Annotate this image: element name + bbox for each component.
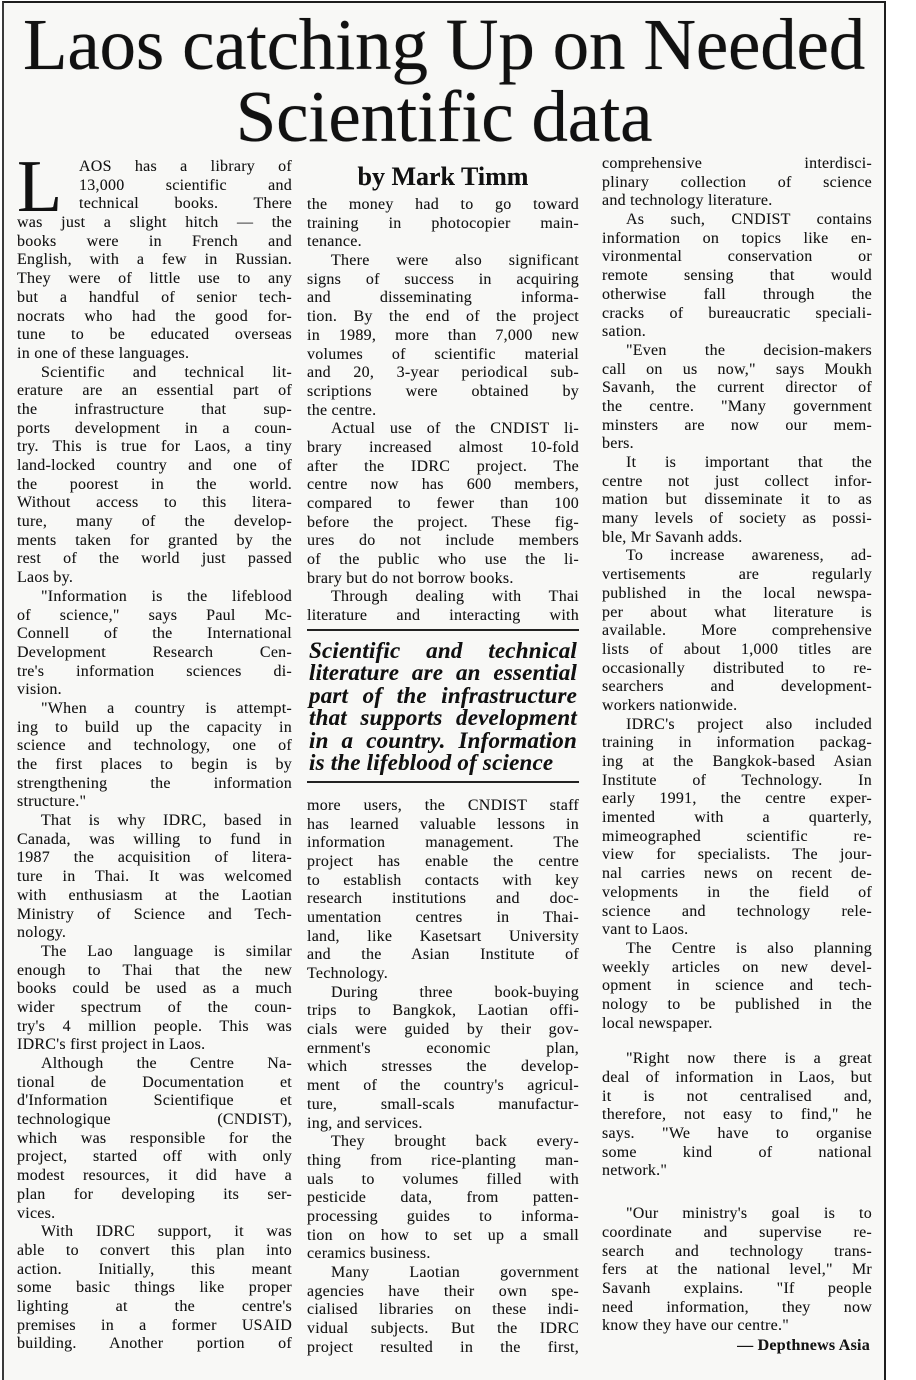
text-line: ing to build up the capacity in: [17, 718, 292, 736]
text-line: able to convert this plan into: [17, 1241, 292, 1259]
text-line: building. Another portion of: [17, 1335, 292, 1353]
text-line: call on us now," says Moukh: [602, 360, 872, 378]
text-line: in 1989, more than 7,000 new: [307, 326, 579, 344]
text-line: nocrats who had the good for-: [17, 307, 292, 325]
text-line: Development Research Cen-: [17, 643, 292, 661]
paragraph: [307, 1133, 579, 1264]
pull-quote-line: in a country. Information: [309, 727, 577, 753]
text-line: the centre. "Many government: [602, 397, 872, 415]
text-line: Institute of Technology. In: [602, 771, 872, 789]
text-line: and the Asian Institute of: [307, 946, 579, 964]
text-line: d'Information Scientifique et: [17, 1092, 292, 1110]
text-line: view for specialists. The jour-: [602, 846, 872, 864]
text-line: of science," says Paul Mc-: [17, 606, 292, 624]
text-line: available. More comprehensive: [602, 622, 872, 640]
text-line: AOS has a library of: [79, 158, 292, 175]
text-line: ing at the Bangkok-based Asian: [602, 753, 872, 770]
paragraph: [307, 984, 579, 1134]
text-line: try's 4 million people. This was: [17, 1017, 292, 1035]
text-line: vidual subjects. But the IDRC: [307, 1320, 579, 1338]
text-line: nal carries news on recent de-: [602, 865, 872, 883]
text-line: centre not just collect infor-: [602, 472, 872, 490]
text-line: and disseminating informa-: [307, 289, 579, 307]
text-line: local newspaper.: [602, 1014, 713, 1032]
text-line: mation but disseminate it to as: [602, 491, 872, 509]
text-line: It is important that the: [626, 454, 872, 471]
paragraph: [307, 1264, 579, 1357]
text-line: premises in a former USAID: [17, 1316, 292, 1334]
text-line: in one of these languages.: [17, 344, 190, 362]
text-line: science and technology, one of: [17, 737, 292, 755]
paragraph: [602, 1050, 872, 1181]
text-line: English, with a few in Russian.: [17, 251, 292, 269]
text-line: research institutions and doc-: [307, 890, 579, 908]
pull-quote-line: literature are an essential: [309, 660, 577, 686]
text-line: the infrastructure that sup-: [17, 400, 292, 418]
text-line: Connell of the International: [17, 625, 292, 643]
text-line: literature and interacting with: [307, 607, 579, 625]
text-line: As such, CNDIST contains: [626, 211, 872, 229]
paragraph: [17, 364, 292, 588]
text-line: action. Initially, this meant: [17, 1260, 292, 1278]
text-line: remote sensing that would: [602, 267, 872, 285]
text-line: mimeographed scientific re-: [602, 827, 872, 845]
paragraph: [602, 454, 872, 547]
text-line: before the project. These fig-: [307, 513, 579, 531]
paragraph: [602, 1205, 872, 1336]
paragraph: [307, 797, 579, 984]
text-line: project has enable the centre: [307, 852, 579, 870]
text-line: opment in science and tech-: [602, 977, 872, 995]
text-line: technical books. There: [79, 195, 292, 213]
paragraph: [307, 196, 579, 252]
text-line: minsters are now our mem-: [602, 416, 872, 434]
text-line: the first places to begin is by: [17, 756, 292, 773]
text-line: tional de Documentation et: [17, 1073, 292, 1091]
text-line: has learned valuable lessons in: [307, 815, 579, 833]
column-3-text: [602, 155, 872, 1336]
pull-quote-line: part of the infrastructure: [309, 682, 577, 708]
text-line: processing guides to informa-: [307, 1207, 579, 1225]
text-line: tion on how to set up a small: [307, 1226, 579, 1244]
text-line: lists of about 1,000 titles are: [602, 640, 872, 658]
text-line: comprehensive interdisci-: [602, 155, 872, 172]
text-line: They brought back every-: [331, 1133, 579, 1151]
text-line: Laos by.: [17, 569, 74, 587]
text-line: and technology literature.: [602, 192, 773, 210]
text-line: IDRC's project also included: [626, 715, 872, 733]
paragraph: [602, 155, 872, 211]
text-line: cracks of bureaucratic speciali-: [602, 304, 872, 322]
text-line: need information, they now: [602, 1298, 872, 1316]
text-line: 13,000 scientific and: [79, 176, 292, 194]
text-line: Savanh, the current director of: [602, 379, 872, 397]
text-line: To increase awareness, ad-: [626, 547, 872, 565]
text-line: science and technology rele-: [602, 902, 872, 920]
text-line: centre now has 600 members,: [307, 476, 579, 494]
text-line: search and technology trans-: [602, 1242, 872, 1260]
paragraph: [17, 812, 292, 943]
text-line: sation.: [602, 323, 646, 341]
text-line: tion. By the end of the project: [307, 308, 579, 326]
text-line: Although the Centre Na-: [41, 1055, 292, 1072]
text-line: information management. The: [307, 834, 579, 852]
text-line: structure.": [17, 793, 87, 811]
text-line: "Even the decision-makers: [626, 341, 872, 359]
text-line: with enthusiasm at the Laotian: [17, 886, 292, 904]
text-line: The Lao language is similar: [41, 942, 292, 960]
paragraph: [307, 420, 579, 588]
text-line: ceramics business.: [307, 1245, 431, 1263]
column-3: [602, 155, 872, 1355]
text-line: plinary collection of science: [602, 173, 872, 191]
paragraph: [602, 211, 872, 342]
text-line: some kind of national: [602, 1143, 872, 1161]
text-line: strengthening the information: [17, 774, 292, 792]
column-1: [17, 146, 292, 1354]
text-line: "Right now there is a great: [626, 1050, 872, 1068]
text-line: brary increased almost 10-fold: [307, 438, 579, 456]
text-line: searchers and development-: [602, 678, 872, 696]
text-line: tenance.: [307, 233, 362, 251]
text-line: thing from rice-planting man-: [307, 1151, 579, 1169]
text-line: which stresses the develop-: [307, 1058, 579, 1076]
text-line: nology.: [17, 924, 67, 942]
text-line: ture in Thai. It was welcomed: [17, 868, 292, 886]
text-line: to establish contacts with key: [307, 871, 579, 889]
text-line: erature are an essential part of: [17, 382, 292, 400]
text-line: occasionally distributed to re-: [602, 659, 872, 677]
column-2-text-top: [307, 196, 579, 626]
text-line: Technology.: [307, 965, 389, 982]
text-line: uals to volumes filled with: [307, 1170, 579, 1188]
text-line: of the public who use the li-: [307, 551, 579, 569]
text-line: land-locked country and one of: [17, 457, 292, 474]
text-line: trips to Bangkok, Laotian offi-: [307, 1002, 579, 1020]
text-line: ment of the country's agricul-: [307, 1077, 579, 1095]
text-line: Without access to this litera-: [17, 494, 292, 512]
text-line: therefore, not easy to find," he: [602, 1106, 872, 1124]
paragraph: [17, 588, 292, 700]
text-line: vant to Laos.: [602, 921, 689, 939]
text-line: imented with a quarterly,: [602, 809, 872, 827]
text-line: ments taken for granted by the: [17, 531, 292, 549]
column-2-text-bottom: [307, 797, 579, 1358]
paragraph: [17, 1223, 292, 1354]
text-line: Actual use of the CNDIST li-: [331, 420, 579, 438]
text-line: per about what literature is: [602, 603, 872, 621]
text-line: try. This is true for Laos, a tiny: [17, 438, 292, 456]
text-line: ernment's economic plan,: [307, 1039, 579, 1057]
text-line: brary but do not borrow books.: [307, 569, 514, 587]
text-line: books could be used as a much: [17, 980, 292, 998]
text-line: Through dealing with Thai: [331, 588, 579, 606]
text-line: know they have our centre.": [602, 1317, 789, 1335]
text-line: vertisements are regularly: [602, 566, 872, 584]
text-line: land, like Kasetsart University: [307, 927, 579, 945]
paragraph: [17, 943, 292, 1055]
text-line: fers at the national level," Mr: [602, 1261, 872, 1279]
text-line: Many Laotian government: [331, 1264, 579, 1281]
text-line: Ministry of Science and Tech-: [17, 905, 292, 923]
text-line: coordinate and supervise re-: [602, 1223, 872, 1241]
text-line: "When a country is attempt-: [41, 699, 292, 717]
text-line: books were in French and: [17, 232, 292, 250]
text-line: ures do not include members: [307, 532, 579, 550]
pull-quote-line: is the lifeblood of science: [309, 750, 554, 776]
column-1-text: [17, 158, 292, 1354]
text-line: agencies have their own spe-: [307, 1282, 579, 1300]
text-line: project, started off with only: [17, 1148, 292, 1166]
text-line: enough to Thai that the new: [17, 961, 292, 979]
text-line: bers.: [602, 435, 634, 453]
text-line: 1987 the acquisition of litera-: [17, 849, 292, 867]
text-line: With IDRC support, it was: [41, 1223, 292, 1241]
text-line: cials were guided by their gov-: [307, 1021, 579, 1039]
text-line: During three book-buying: [331, 983, 579, 1001]
text-line: cialised libraries on these indi-: [307, 1301, 579, 1319]
text-line: Savanh explains. "If people: [602, 1279, 872, 1297]
text-line: information on topics like en-: [602, 229, 872, 247]
text-line: training in information packag-: [602, 734, 872, 752]
text-line: velopments in the field of: [602, 883, 872, 901]
text-line: weekly articles on new devel-: [602, 958, 872, 976]
paragraph: [307, 588, 579, 625]
text-line: scriptions were obtained by: [307, 382, 579, 400]
attribution: — Depthnews Asia: [737, 1336, 870, 1354]
text-line: many levels of society as possi-: [602, 510, 872, 528]
text-line: tre's information sciences di-: [17, 662, 292, 680]
text-line: project resulted in the first,: [307, 1338, 579, 1356]
text-line: vices.: [17, 1204, 56, 1222]
text-line: workers nationwide.: [602, 696, 738, 714]
text-line: pesticide data, from patten-: [307, 1189, 579, 1207]
text-line: "Our ministry's goal is to: [626, 1205, 872, 1223]
text-line: Canada, was willing to fund in: [17, 830, 292, 848]
paragraph: [602, 342, 872, 454]
pull-quote: [307, 629, 579, 783]
text-line: IDRC's first project in Laos.: [17, 1036, 206, 1054]
text-line: early 1991, the centre exper-: [602, 790, 872, 808]
text-line: lighting at the centre's: [17, 1297, 292, 1315]
text-line: vironmental conservation or: [602, 248, 872, 266]
byline: by Mark Timm: [357, 162, 529, 191]
text-line: ture, many of the develop-: [17, 513, 292, 531]
text-line: ing, and services.: [307, 1114, 423, 1132]
text-line: was just a slight hitch — the: [17, 214, 292, 232]
text-line: ble, Mr Savanh adds.: [602, 528, 743, 546]
drop-cap: L: [17, 146, 63, 228]
text-line: says. "We have to organise: [602, 1125, 872, 1143]
text-line: the money had to go toward: [307, 196, 579, 213]
pull-quote-line: Scientific and technical: [309, 637, 577, 663]
text-line: tune to be educated overseas: [17, 326, 292, 344]
text-line: modest resources, it did have a: [17, 1167, 292, 1185]
paragraph: [17, 700, 292, 812]
text-line: "Information is the lifeblood: [41, 587, 292, 605]
text-line: and 20, 3-year periodical sub-: [307, 364, 579, 382]
text-line: Scientific and technical lit-: [41, 363, 292, 381]
text-line: deal of information in Laos, but: [602, 1069, 872, 1086]
text-line: umentation centres in Thai-: [307, 908, 579, 926]
text-line: rest of the world just passed: [17, 550, 292, 568]
paragraph: [602, 547, 872, 715]
text-line: There were also significant: [331, 252, 579, 270]
text-line: otherwise fall through the: [602, 285, 872, 303]
text-line: nology to be published in the: [602, 995, 872, 1013]
paragraph: [602, 940, 872, 1033]
text-line: but a handful of senior tech-: [17, 288, 292, 306]
text-line: more users, the CNDIST staff: [307, 796, 579, 814]
text-line: plan for developing its ser-: [17, 1185, 292, 1203]
text-line: compared to fewer than 100: [307, 495, 579, 512]
text-line: the poorest in the world.: [17, 475, 292, 493]
text-line: some basic things like proper: [17, 1279, 292, 1297]
text-line: ture, small-scals manufactur-: [307, 1095, 579, 1113]
text-line: The Centre is also planning: [626, 939, 872, 957]
text-line: published in the local newspa-: [602, 584, 872, 602]
text-line: signs of success in acquiring: [307, 270, 579, 288]
paragraph: [17, 1055, 292, 1223]
text-line: That is why IDRC, based in: [41, 812, 292, 830]
text-line: it is not centralised and,: [602, 1087, 872, 1105]
text-line: network.": [602, 1162, 668, 1180]
text-line: vision.: [17, 681, 62, 699]
text-line: which was responsible for the: [17, 1129, 292, 1147]
column-2: [307, 158, 579, 1357]
pull-quote-line: that supports development: [309, 705, 577, 731]
text-line: ports development in a coun-: [17, 419, 292, 437]
headline-line-1: Laos catching Up on Needed: [22, 4, 866, 85]
text-line: wider spectrum of the coun-: [17, 998, 292, 1016]
text-line: after the IDRC project. The: [307, 457, 579, 475]
paragraph: [602, 716, 872, 940]
text-line: volumes of scientific material: [307, 345, 579, 363]
paragraph: [307, 252, 579, 420]
text-line: They were of little use to any: [17, 270, 292, 288]
text-line: the centre.: [307, 401, 377, 419]
text-line: training in photocopier main-: [307, 214, 579, 232]
text-line: technologique (CNDIST),: [17, 1111, 292, 1129]
headline-line-2: Scientific data: [235, 76, 653, 157]
